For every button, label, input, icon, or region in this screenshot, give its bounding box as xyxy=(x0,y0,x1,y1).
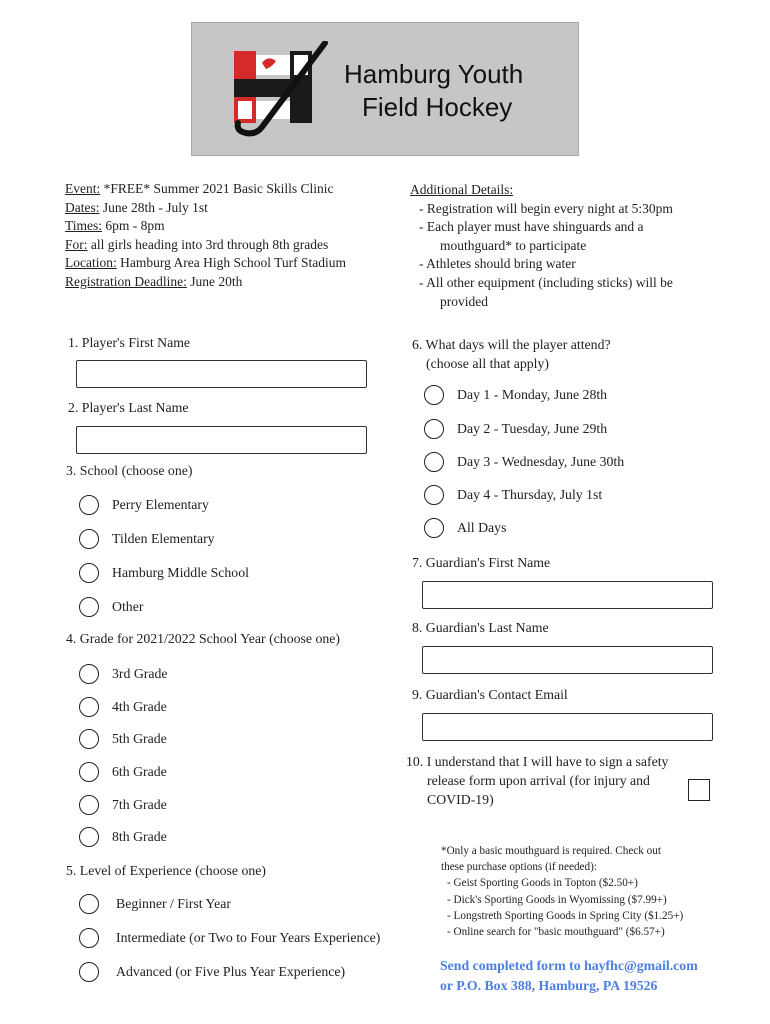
school-option-label: Other xyxy=(112,599,144,614)
q2-label: 2. Player's Last Name xyxy=(68,400,189,415)
radio-circle-icon[interactable] xyxy=(79,827,99,847)
experience-option-label: Advanced (or Five Plus Year Experience) xyxy=(116,964,346,979)
detail-line: - Each player must have shinguards and a xyxy=(419,219,644,235)
radio-circle-icon[interactable] xyxy=(79,894,99,914)
radio-circle-icon[interactable] xyxy=(79,729,99,749)
dates-line xyxy=(65,199,346,218)
radio-circle-icon[interactable] xyxy=(79,529,99,549)
player-first-name-input[interactable] xyxy=(76,360,367,388)
checkbox-circle-icon[interactable] xyxy=(424,452,444,472)
experience-option-label: Beginner / First Year xyxy=(116,896,231,911)
q8-label: 8. Guardian's Last Name xyxy=(412,620,549,635)
banner-title-line1: Hamburg Youth xyxy=(344,59,524,89)
detail-line: - Athletes should bring water xyxy=(419,256,576,272)
checkbox-circle-icon[interactable] xyxy=(424,419,444,439)
radio-circle-icon[interactable] xyxy=(79,762,99,782)
school-option[interactable] xyxy=(79,563,249,583)
q6-label-line2: (choose all that apply) xyxy=(426,356,549,371)
q1-label: 1. Player's First Name xyxy=(68,335,191,350)
for-label: For: xyxy=(65,236,88,252)
safety-release-checkbox[interactable] xyxy=(688,779,710,801)
send-mail-line: or P.O. Box 388, Hamburg, PA 19526 xyxy=(440,978,658,993)
grade-option[interactable] xyxy=(79,827,167,847)
event-info xyxy=(65,180,346,292)
day-option[interactable] xyxy=(424,419,607,439)
footnote-line: these purchase options (if needed): xyxy=(441,861,597,874)
day-option[interactable] xyxy=(424,385,607,405)
experience-option[interactable] xyxy=(79,928,380,948)
day-option-label: All Days xyxy=(457,520,507,535)
checkbox-circle-icon[interactable] xyxy=(424,385,444,405)
q10-label-line3: COVID-19) xyxy=(427,792,494,807)
detail-line: - Registration will begin every night at 5:30pm xyxy=(419,200,673,216)
guardian-last-name-input[interactable] xyxy=(422,646,713,674)
times-line xyxy=(65,217,346,236)
grade-option-label: 8th Grade xyxy=(112,829,167,844)
school-option[interactable] xyxy=(79,529,215,549)
send-instructions xyxy=(440,956,698,996)
for-value: all girls heading into 3rd through 8th grades xyxy=(87,236,329,252)
grade-option[interactable] xyxy=(79,697,167,717)
day-option-label: Day 1 - Monday, June 28th xyxy=(457,387,608,402)
q3-label: 3. School (choose one) xyxy=(66,463,193,478)
q4-label: 4. Grade for 2021/2022 School Year (choose one) xyxy=(66,631,340,646)
grade-option[interactable] xyxy=(79,664,168,684)
school-option-label: Perry Elementary xyxy=(112,497,209,512)
deadline-label: Registration Deadline: xyxy=(65,273,187,289)
times-value: 6pm - 8pm xyxy=(102,218,165,234)
grade-option-label: 3rd Grade xyxy=(112,666,168,681)
experience-option-label: Intermediate (or Two to Four Years Experience) xyxy=(116,930,381,945)
times-label: Times: xyxy=(65,218,103,234)
event-line xyxy=(65,180,346,199)
send-email-line[interactable]: Send completed form to hayfhc@gmail.com xyxy=(440,958,698,973)
radio-circle-icon[interactable] xyxy=(79,563,99,583)
day-option[interactable] xyxy=(424,452,624,472)
radio-circle-icon[interactable] xyxy=(79,962,99,982)
footnote-line: - Longstreth Sporting Goods in Spring City ($1.25+) xyxy=(447,909,684,922)
q5-label: 5. Level of Experience (choose one) xyxy=(66,863,266,878)
hamburg-h-hockey-stick-logo xyxy=(232,41,332,141)
deadline-line xyxy=(65,273,346,292)
radio-circle-icon[interactable] xyxy=(79,664,99,684)
school-option-label: Tilden Elementary xyxy=(112,531,215,546)
radio-circle-icon[interactable] xyxy=(79,495,99,515)
radio-circle-icon[interactable] xyxy=(79,795,99,815)
additional-heading: Additional Details: xyxy=(410,182,514,197)
radio-circle-icon[interactable] xyxy=(79,597,99,617)
grade-option-label: 7th Grade xyxy=(112,797,167,812)
for-line xyxy=(65,236,346,255)
q7-label: 7. Guardian's First Name xyxy=(412,555,551,570)
detail-line: - All other equipment (including sticks) will be xyxy=(419,274,673,290)
header-banner xyxy=(191,22,579,156)
q6-label-line1: 6. What days will the player attend? xyxy=(412,337,611,352)
dates-value: June 28th - July 1st xyxy=(99,199,208,215)
location-value: Hamburg Area High School Turf Stadium xyxy=(116,255,346,271)
grade-option[interactable] xyxy=(79,795,167,815)
day-option[interactable] xyxy=(424,485,602,505)
day-option-label: Day 4 - Thursday, July 1st xyxy=(457,487,603,502)
q10-label-line1: 10. I understand that I will have to sign a safety xyxy=(406,754,669,769)
experience-option[interactable] xyxy=(79,962,345,982)
detail-line: provided xyxy=(440,293,488,309)
footnote-line: - Online search for "basic mouthguard" ($6.57+) xyxy=(447,926,665,939)
banner-title-line2: Field Hockey xyxy=(362,92,513,122)
experience-option[interactable] xyxy=(79,894,231,914)
dates-label: Dates: xyxy=(65,199,100,215)
location-label: Location: xyxy=(65,255,117,271)
guardian-first-name-input[interactable] xyxy=(422,581,713,609)
grade-option-label: 4th Grade xyxy=(112,699,167,714)
grade-option[interactable] xyxy=(79,762,167,782)
grade-option-label: 5th Grade xyxy=(112,731,167,746)
school-option[interactable] xyxy=(79,597,143,617)
grade-option[interactable] xyxy=(79,729,167,749)
footnote-line: - Dick's Sporting Goods in Wyomissing ($7.99+) xyxy=(447,893,667,906)
detail-line: mouthguard* to participate xyxy=(440,237,587,253)
footnote-line: - Geist Sporting Goods in Topton ($2.50+) xyxy=(447,877,638,890)
day-option-label: Day 3 - Wednesday, June 30th xyxy=(457,454,625,469)
mouthguard-footnote xyxy=(441,843,683,940)
deadline-value: June 20th xyxy=(186,273,243,289)
location-line xyxy=(65,254,346,273)
radio-circle-icon[interactable] xyxy=(79,928,99,948)
day-option[interactable] xyxy=(424,518,506,538)
player-last-name-input[interactable] xyxy=(76,426,367,454)
event-value: *FREE* Summer 2021 Basic Skills Clinic xyxy=(100,181,334,196)
checkbox-circle-icon[interactable] xyxy=(424,518,444,538)
footnote-line: *Only a basic mouthguard is required. Check out xyxy=(441,845,661,857)
checkbox-circle-icon[interactable] xyxy=(424,485,444,505)
school-option[interactable] xyxy=(79,495,209,515)
q9-label: 9. Guardian's Contact Email xyxy=(412,687,568,702)
q10-label-line2: release form upon arrival (for injury and xyxy=(427,773,650,788)
event-label: Event: xyxy=(65,181,101,196)
day-option-label: Day 2 - Tuesday, June 29th xyxy=(457,421,608,436)
guardian-email-input[interactable] xyxy=(422,713,713,741)
grade-option-label: 6th Grade xyxy=(112,764,167,779)
additional-details xyxy=(410,181,673,311)
school-option-label: Hamburg Middle School xyxy=(112,565,249,580)
radio-circle-icon[interactable] xyxy=(79,697,99,717)
